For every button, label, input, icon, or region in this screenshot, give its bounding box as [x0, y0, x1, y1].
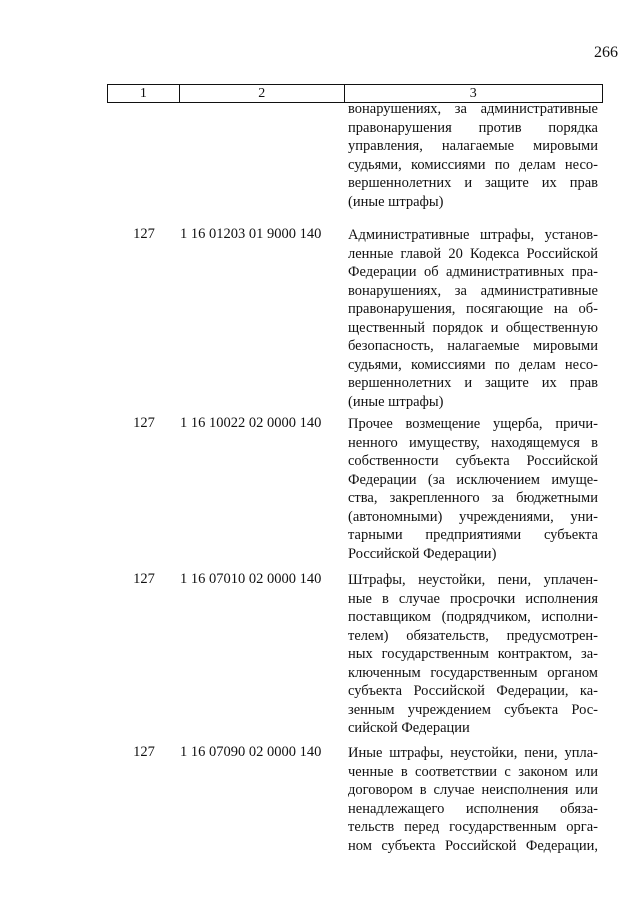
- text-line: сийской Федерации: [348, 720, 470, 736]
- text-line: ненадлежащего исполнения обяза-: [348, 800, 598, 817]
- page-number: 266: [594, 44, 618, 61]
- continuation-text: [348, 100, 598, 211]
- text-line: щественный порядок и общественную: [348, 319, 598, 336]
- text-line: ленные главой 20 Кодекса Российской: [348, 245, 598, 262]
- text-line: зенным учреждением субъекта Рос-: [348, 701, 598, 718]
- text-line: Федерации (за исключением имуще-: [348, 471, 598, 488]
- admin-code: 127: [133, 571, 155, 587]
- description: [348, 744, 598, 855]
- text-line: вершеннолетних и защите их прав: [348, 375, 598, 391]
- admin-code: 127: [133, 226, 155, 242]
- description: [348, 226, 598, 411]
- admin-code: 127: [133, 744, 155, 760]
- description: [348, 571, 598, 738]
- text-line: Иные штрафы, неустойки, пени, упла-: [348, 745, 598, 761]
- text-line: Штрафы, неустойки, пени, уплачен-: [348, 572, 598, 588]
- text-line: собственности субъекта Российской: [348, 453, 598, 469]
- description: [348, 415, 598, 563]
- column-header-2: 2: [179, 85, 344, 103]
- text-line: судьями, комиссиями по делам несо-: [348, 156, 598, 173]
- text-line: Административные штрафы, установ-: [348, 227, 598, 243]
- text-line: Федерации об административных пра-: [348, 264, 598, 280]
- text-line: вонарушениях, за административные: [348, 101, 598, 117]
- text-line: ства, закрепленного за бюджетными: [348, 490, 598, 506]
- budget-code: 1 16 10022 02 0000 140: [180, 415, 322, 431]
- text-line: тарными предприятиями субъекта: [348, 527, 598, 543]
- text-line: Прочее возмещение ущерба, причи-: [348, 416, 598, 432]
- text-line: ных государственным контрактом, за-: [348, 646, 598, 662]
- text-line: поставщиком (подрядчиком, исполни-: [348, 609, 598, 625]
- text-line: договором в случае неисполнения или: [348, 782, 598, 798]
- text-line: ченные в соответствии с законом или: [348, 763, 598, 780]
- text-line: ненного имуществу, находящемуся в: [348, 434, 598, 451]
- column-header-1: 1: [108, 85, 180, 103]
- text-line: правонарушения против порядка: [348, 119, 598, 136]
- text-line: тельств перед государственным орга-: [348, 819, 598, 835]
- text-line: управления, налагаемые мировыми: [348, 138, 598, 154]
- budget-code: 1 16 07010 02 0000 140: [180, 571, 322, 587]
- text-line: правонарушения, посягающие на об-: [348, 301, 598, 317]
- text-line: безопасность, налагаемые мировыми: [348, 338, 598, 354]
- text-line: телем) обязательств, предусмотрен-: [348, 627, 598, 644]
- text-line: ключенным государственным органом: [348, 664, 598, 681]
- admin-code: 127: [133, 415, 155, 431]
- text-line: ном субъекта Российской Федерации,: [348, 837, 598, 854]
- text-line: (иные штрафы): [348, 193, 444, 210]
- text-line: вершеннолетних и защите их прав: [348, 175, 598, 191]
- text-line: (автономными) учреждениями, уни-: [348, 508, 598, 525]
- text-line: Российской Федерации): [348, 545, 497, 562]
- text-line: субъекта Российской Федерации, ка-: [348, 683, 598, 699]
- text-line: (иные штрафы): [348, 393, 444, 410]
- text-line: вонарушениях, за административные: [348, 282, 598, 299]
- budget-code: 1 16 01203 01 9000 140: [180, 226, 322, 242]
- column-header-3: 3: [344, 85, 602, 103]
- budget-code: 1 16 07090 02 0000 140: [180, 744, 322, 760]
- text-line: судьями, комиссиями по делам несо-: [348, 356, 598, 373]
- text-line: ные в случае просрочки исполнения: [348, 590, 598, 607]
